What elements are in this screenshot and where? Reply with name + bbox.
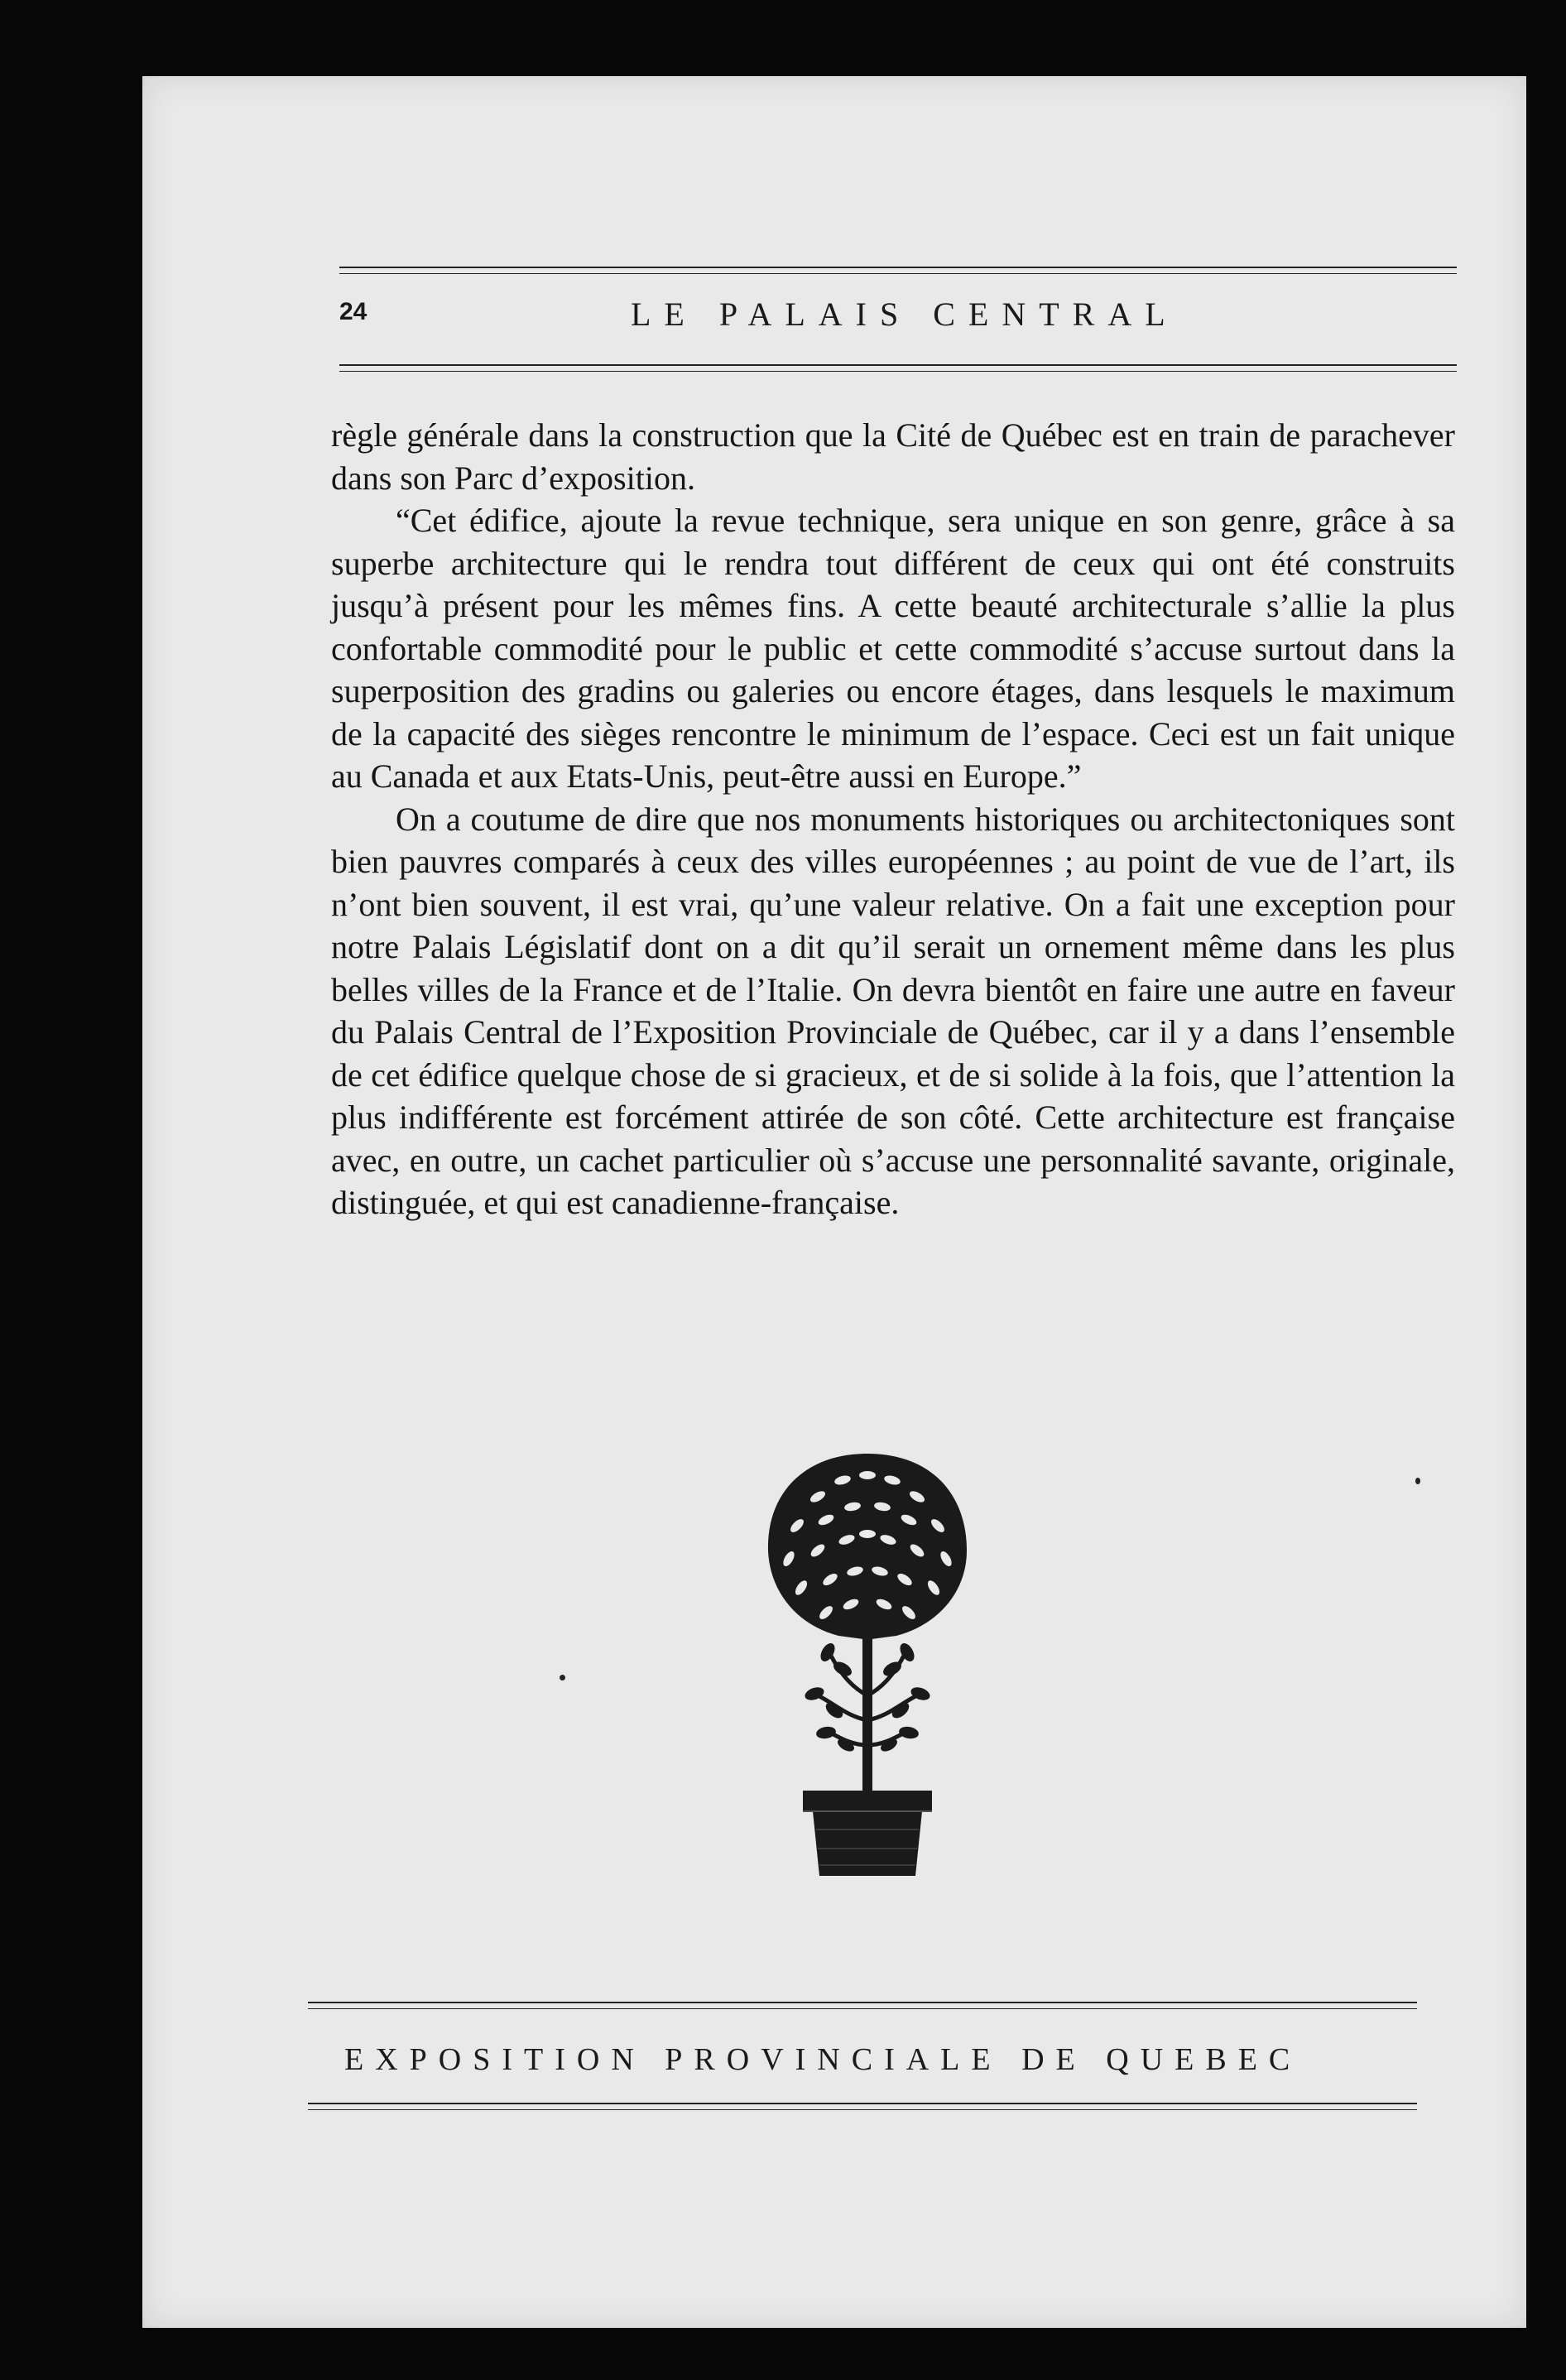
header-bottom-rule-thin <box>339 371 1457 372</box>
footer-top-rule <box>308 2002 1417 2003</box>
footer-bottom-rule <box>308 2103 1417 2104</box>
scan-speck <box>560 1675 565 1680</box>
header-top-rule-thin <box>339 273 1457 274</box>
running-head <box>339 298 1457 348</box>
scan-speck <box>1415 1478 1420 1484</box>
header-bottom-rule <box>339 364 1457 366</box>
page-number: 24 <box>339 298 367 325</box>
footer-title: EXPOSITION PROVINCIALE DE QUEBEC <box>344 2042 1302 2077</box>
running-title: LE PALAIS CENTRAL <box>631 296 1179 333</box>
paragraph-1: règle générale dans la construction que la Cité de Québec est en train de parachever dans son Parc d’exposition. <box>331 416 1455 497</box>
paragraph-2: “Cet édifice, ajoute la revue technique, sera unique en son genre, grâce à sa superbe architecture qui le rendra tout différent de ceux qui ont été construits jusqu’à présent pour les mêmes fins. A cette beauté architecturale s’allie la plus confortable commodité pour le public et cette commodité s’accuse surtout dans la superposition des gradins ou galeries ou encore étages, dans lesquels le maximum de la capacité des sièges rencontre le minimum de l’espace. Ceci est un fait unique au Canada et aux Etats-Unis, peut-être aussi en Europe.” <box>331 502 1455 795</box>
body-text <box>331 414 1455 1224</box>
potted-tree-icon <box>760 1447 975 1886</box>
header-top-rule <box>339 267 1457 268</box>
footer-top-rule-thin <box>308 2008 1417 2009</box>
paragraph-3: On a coutume de dire que nos monuments historiques ou architectoniques sont bien pauvres comparés à ceux des villes européennes ; au point de vue de l’art, ils n’ont bien souvent, il est vrai, qu’une valeur relative. On a fait une exception pour notre Palais Législatif dont on a dit qu’il serait un ornement même dans les plus belles villes de la France et de l’Italie. On devra bientôt en faire une autre en faveur du Palais Central de l’Exposition Provinciale de Québec, car il y a dans l’ensemble de cet édifice quelque chose de si gracieux, et de si solide à la fois, que l’attention la plus indifférente est forcément attirée de son côté. Cette architecture est française avec, en outre, un cachet particulier où s’accuse une personnalité savante, originale, distinguée, et qui est canadienne-française. <box>331 800 1455 1221</box>
footer-bottom-rule-thin <box>308 2109 1417 2110</box>
